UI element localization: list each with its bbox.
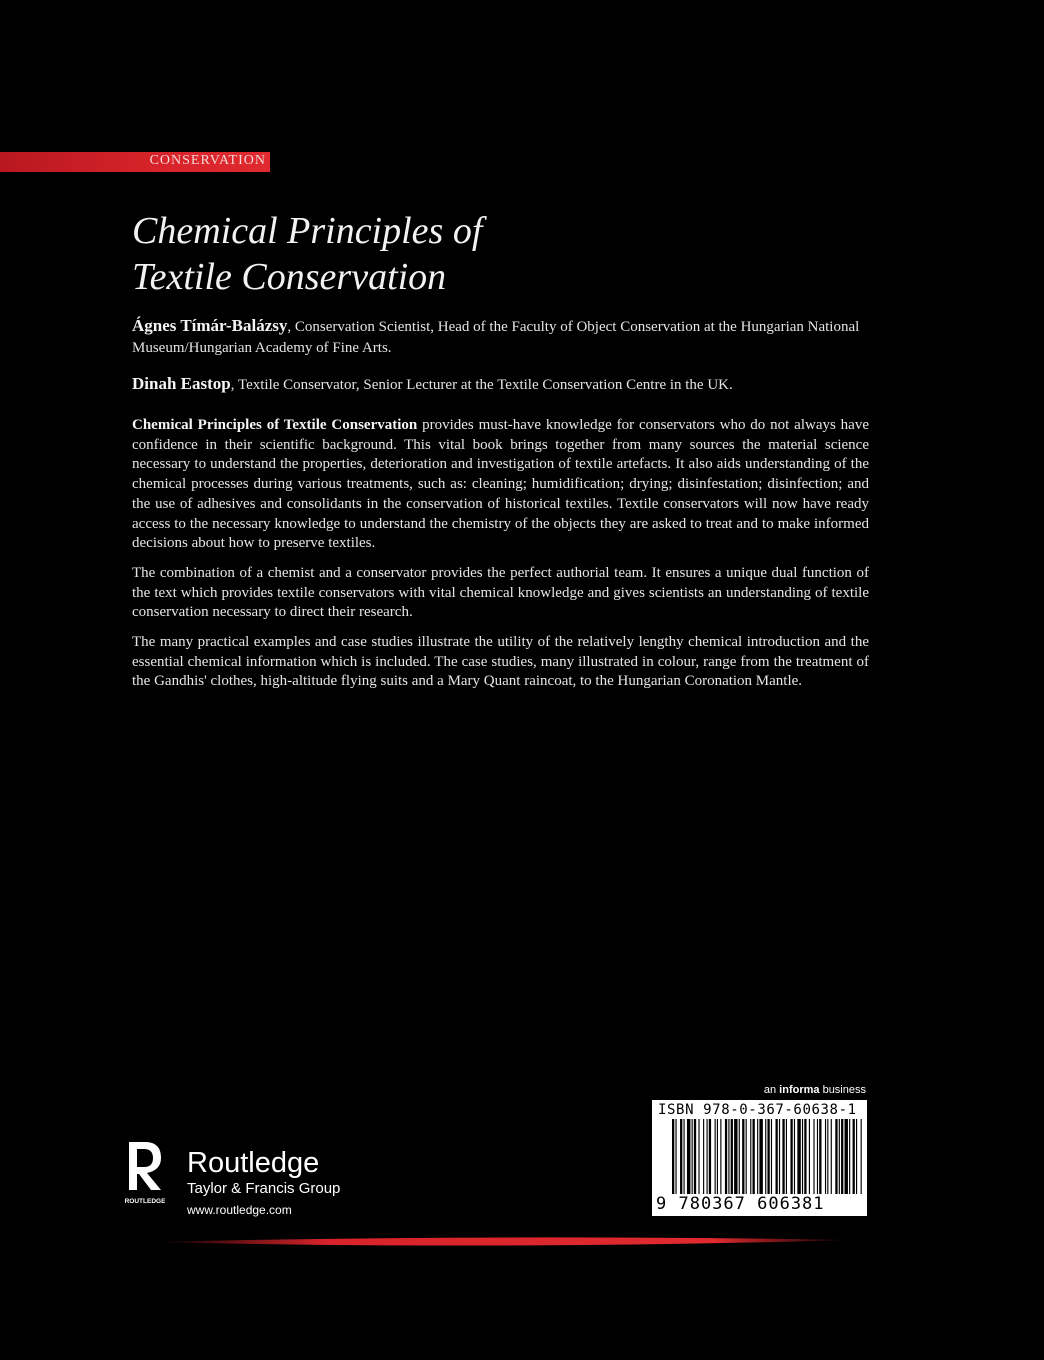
barcode-bar <box>680 1119 682 1194</box>
barcode-bar <box>731 1119 733 1194</box>
barcode-bar <box>725 1119 727 1194</box>
barcode-bar <box>845 1119 848 1194</box>
barcode-bar <box>776 1119 778 1194</box>
series-label: CONSERVATION <box>149 153 266 168</box>
description-paragraph-1-text: provides must-have knowledge for conservators who do not always have confidence in their scientific background. This vital book brings together from many sources the material science necessary to understand the properties, deterioration and investigation of textile artefacts. It also aids understanding of the chemical processes during various treatments, such as: cleaning; humidification; drying; disinfestation; disinfection; and the use of adhesives and consolidants in the conservation of historical textiles. Textile conservators will now have ready access to the necessary knowledge to understand the chemistry of the objects they are asked to treat and to make informed decisions about how to preserve textiles. <box>132 417 869 552</box>
barcode-bar <box>861 1119 862 1194</box>
author-entry-2 <box>132 373 872 396</box>
barcode-bar <box>715 1119 716 1194</box>
barcode-bar <box>675 1119 676 1194</box>
description-paragraph-2: The combination of a chemist and a conservator provides the perfect authorial team. It ensures a unique dual function of the text which provides textile conservators with vital chemical knowledge and gives scientists an understanding of textile conservation necessary to direct their research. <box>132 564 869 621</box>
publisher-group: Taylor & Francis Group <box>187 1180 341 1197</box>
barcode-bar <box>794 1119 795 1194</box>
barcode-bar <box>853 1119 855 1194</box>
publisher-url: www.routledge.com <box>187 1203 292 1217</box>
barcode-bar <box>817 1119 818 1194</box>
book-title-line-2: Textile Conservation <box>132 256 447 298</box>
informa-tagline <box>740 1084 866 1096</box>
barcode-bar <box>782 1119 784 1194</box>
barcode-bar <box>835 1119 837 1194</box>
barcode-bar <box>819 1119 821 1194</box>
informa-brand: informa <box>779 1084 820 1096</box>
barcode-bar <box>779 1119 780 1194</box>
author-name-2: Dinah Eastop <box>132 374 231 393</box>
ean-digits: 9 780367 606381 <box>656 1194 825 1214</box>
publisher-name: Routledge <box>187 1147 320 1179</box>
barcode-bar <box>728 1119 729 1194</box>
barcode-bar <box>831 1119 832 1194</box>
barcode-bar <box>687 1119 690 1194</box>
book-title <box>132 208 832 300</box>
barcode-bar <box>809 1119 810 1194</box>
barcode-bar <box>839 1119 840 1194</box>
barcode-bar <box>797 1119 800 1194</box>
barcode-bar <box>684 1119 685 1194</box>
barcode-bar <box>759 1119 762 1194</box>
barcode-bar <box>742 1119 744 1194</box>
barcode-bar <box>692 1119 693 1194</box>
description-lead: Chemical Principles of Textile Conservation <box>132 417 418 433</box>
logo-wordmark: ROUTLEDGE <box>125 1198 165 1205</box>
barcode-bar <box>790 1119 792 1194</box>
barcode-bar <box>694 1119 696 1194</box>
informa-prefix: an <box>763 1084 780 1096</box>
description-paragraph-3: The many practical examples and case studies illustrate the utility of the relatively lengthy chemical introduction and the essential chemical information which is included. The case studies, many illustrated in colour, range from the treatment of the Gandhis' clothes, high-altitude flying suits and a Mary Quant raincoat, to the Hungarian Coronation Mantle. <box>132 634 869 690</box>
barcode-bar <box>746 1119 747 1194</box>
series-band <box>0 152 270 172</box>
barcode-bar <box>707 1119 708 1194</box>
barcode-bar <box>720 1119 721 1194</box>
barcode-bar <box>734 1119 737 1194</box>
author-description-1: , Conservation Scientist, Head of the Faculty of Object Conservation at the Hungarian National Museum/Hungarian Academy of Fine Arts. <box>132 319 860 356</box>
barcode-bar <box>757 1119 758 1194</box>
informa-suffix: business <box>819 1084 866 1096</box>
author-description-2: , Textile Conservator, Senior Lecturer at the Textile Conservation Centre in the UK. <box>230 377 733 393</box>
barcode-bar <box>709 1119 711 1194</box>
isbn-barcode <box>652 1100 867 1216</box>
book-title-line-1: Chemical Principles of <box>132 210 483 252</box>
isbn-number: ISBN 978-0-367-60638-1 <box>658 1102 857 1118</box>
barcode-bar <box>827 1119 828 1194</box>
publisher-block <box>187 1147 340 1219</box>
barcode-bar <box>771 1119 772 1194</box>
barcode-bar <box>786 1119 787 1194</box>
barcode-bar <box>698 1119 699 1194</box>
barcode-bar <box>802 1119 803 1194</box>
barcode-bar <box>672 1119 674 1194</box>
barcode-bar <box>750 1119 751 1194</box>
routledge-logo-icon <box>125 1140 165 1206</box>
author-entry-1 <box>132 315 872 359</box>
barcode-bar <box>841 1119 843 1194</box>
barcode-bar <box>813 1119 814 1194</box>
barcode-bar <box>804 1119 806 1194</box>
book-description <box>132 416 869 702</box>
barcode-bar <box>703 1119 704 1194</box>
decorative-red-swoosh <box>150 1232 855 1252</box>
barcode-bar <box>717 1119 718 1194</box>
barcode-bar <box>765 1119 766 1194</box>
barcode-bar <box>849 1119 850 1194</box>
barcode-bars <box>672 1119 862 1194</box>
description-paragraph-1 <box>132 416 869 554</box>
barcode-bar <box>825 1119 826 1194</box>
barcode-bar <box>767 1119 769 1194</box>
barcode-bar <box>739 1119 740 1194</box>
author-name-1: Ágnes Tímár-Balázsy <box>132 316 288 335</box>
barcode-bar <box>856 1119 857 1194</box>
barcode-bar <box>753 1119 755 1194</box>
